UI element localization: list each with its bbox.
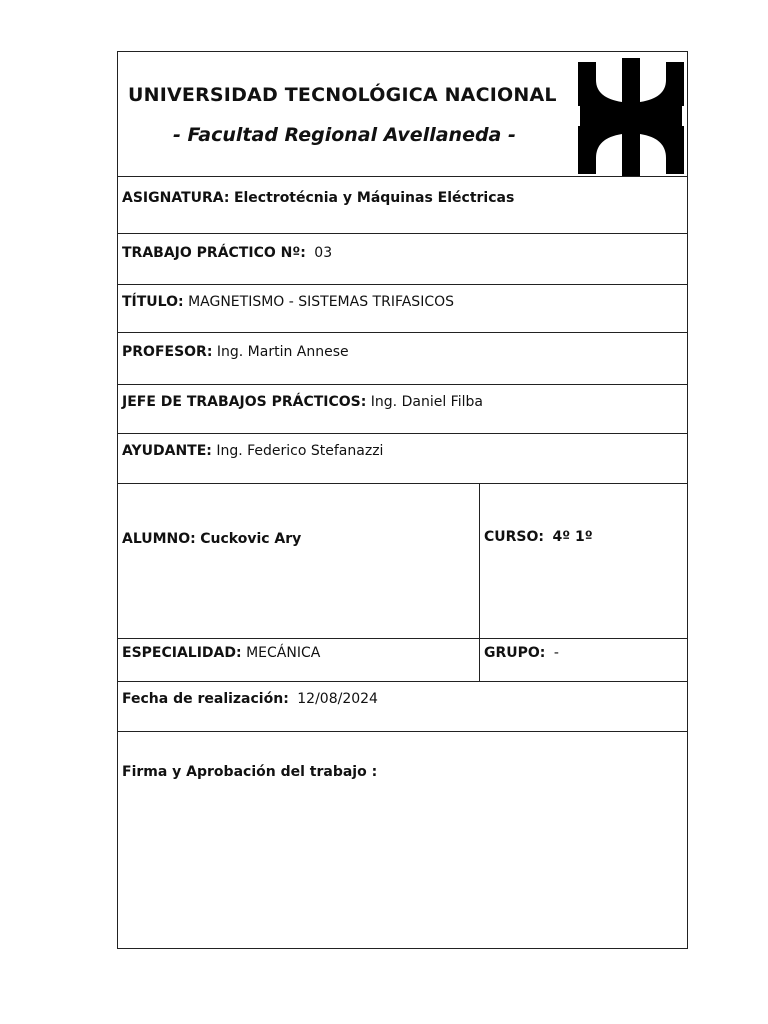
curso-value: 4º 1º xyxy=(552,529,593,545)
header-row xyxy=(118,52,687,177)
tp-value: 03 xyxy=(314,245,333,261)
especialidad-label: ESPECIALIDAD: xyxy=(122,645,242,661)
alumno-label: ALUMNO: xyxy=(122,531,196,547)
firma-row xyxy=(118,732,687,948)
tp-label: TRABAJO PRÁCTICO Nº: xyxy=(122,245,306,261)
jtp-value: Ing. Daniel Filba xyxy=(370,394,483,410)
column-divider xyxy=(479,484,480,639)
alumno-value: Cuckovic Ary xyxy=(200,531,302,547)
column-divider xyxy=(479,639,480,682)
jtp-label: JEFE DE TRABAJOS PRÁCTICOS: xyxy=(122,394,367,410)
tp-row xyxy=(118,234,687,285)
alumno-row xyxy=(118,484,687,639)
utn-logo-icon xyxy=(578,58,684,176)
asignatura-row xyxy=(118,177,687,234)
titulo-row xyxy=(118,285,687,333)
grupo-label: GRUPO: xyxy=(484,645,546,661)
cover-sheet xyxy=(117,51,688,949)
jtp-row xyxy=(118,385,687,434)
profesor-row xyxy=(118,333,687,385)
profesor-value: Ing. Martin Annese xyxy=(216,344,349,360)
profesor-label: PROFESOR: xyxy=(122,344,213,360)
ayudante-row xyxy=(118,434,687,484)
firma-label: Firma y Aprobación del trabajo : xyxy=(122,764,378,780)
grupo-value: - xyxy=(553,645,559,661)
titulo-label: TÍTULO: xyxy=(122,294,184,310)
faculty-name: - Facultad Regional Avellaneda - xyxy=(173,124,516,146)
university-name: UNIVERSIDAD TECNOLÓGICA NACIONAL xyxy=(128,84,557,106)
titulo-value: MAGNETISMO - SISTEMAS TRIFASICOS xyxy=(188,294,455,310)
ayudante-value: Ing. Federico Stefanazzi xyxy=(216,443,384,459)
especialidad-value: MECÁNICA xyxy=(246,645,321,661)
fecha-value: 12/08/2024 xyxy=(297,691,378,707)
asignatura-label: ASIGNATURA: xyxy=(122,190,230,206)
curso-label: CURSO: xyxy=(484,529,545,545)
especialidad-row xyxy=(118,639,687,682)
asignatura-value: Electrotécnia y Máquinas Eléctricas xyxy=(233,190,515,206)
fecha-row xyxy=(118,682,687,732)
fecha-label: Fecha de realización: xyxy=(122,691,289,707)
ayudante-label: AYUDANTE: xyxy=(122,443,212,459)
